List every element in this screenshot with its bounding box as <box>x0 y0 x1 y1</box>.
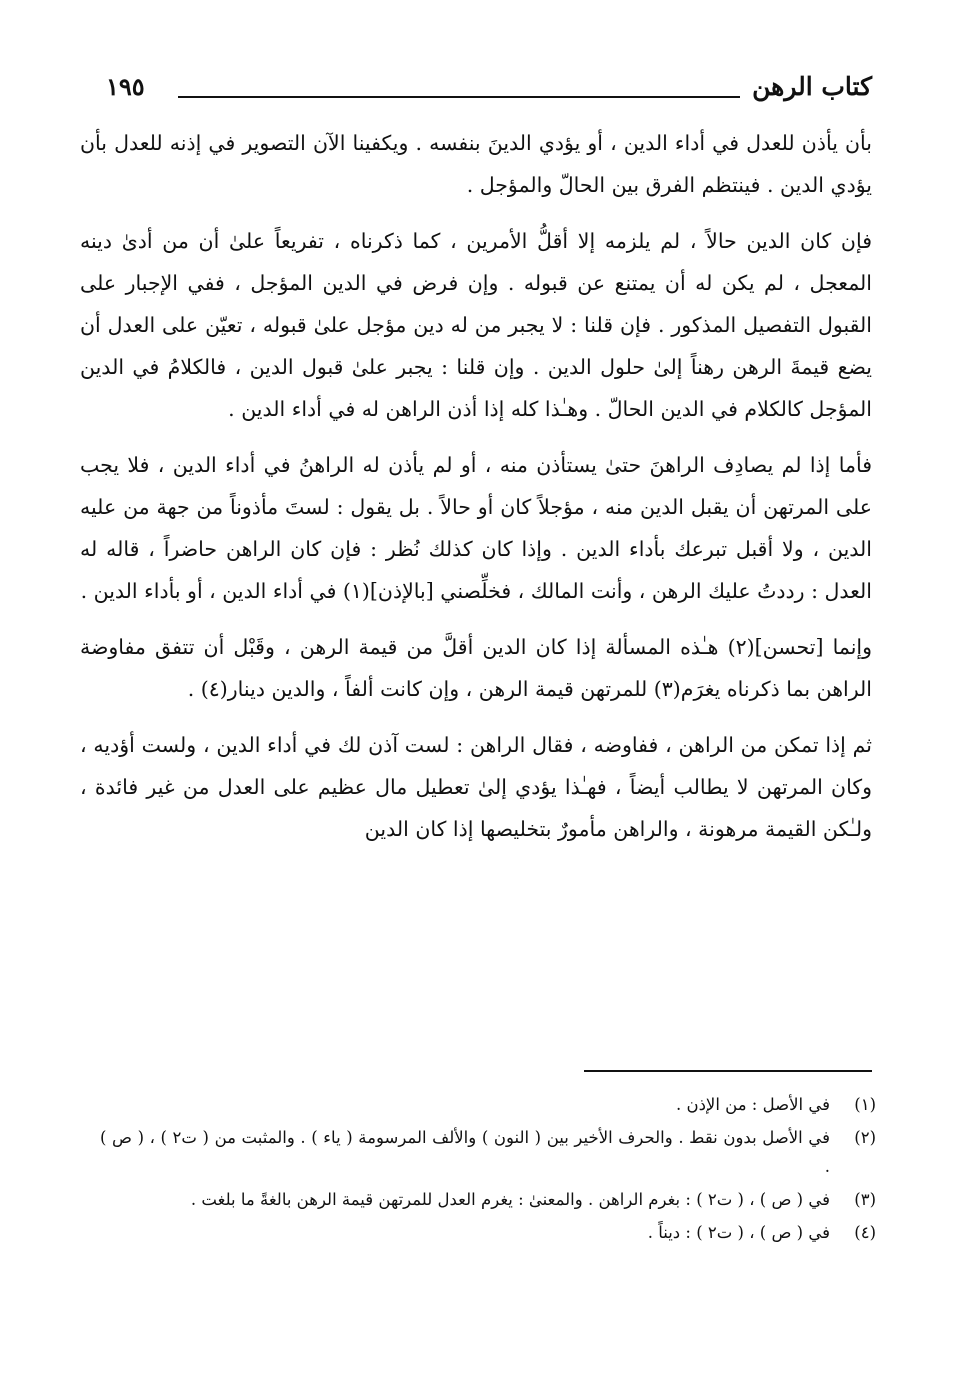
page-number: ١٩٥ <box>106 72 145 101</box>
paragraph: بأن يأذن للعدل في أداء الدين ، أو يؤدي الدينَ بنفسه . ويكفينا الآن التصوير في إذنه للعدل بأن يؤدي الدين . فينتظم الفرق بين الحالّ والمؤجل . <box>80 131 872 197</box>
footnote-separator <box>584 1070 872 1072</box>
paragraph: ثم إذا تمكن من الراهن ، ففاوضه ، فقال الراهن : لست آذن لك في أداء الدين ، ولست أؤديه ، وكان المرتهن لا يطالب أيضاً ، فهـٰذا يؤدي إلىٰ تعطيل مال عظيم على العدل من غير فائدة ، ولـٰكن القيمة مرهونة ، والراهن مأمورٌ بتخليصها إذا كان الدين <box>80 733 872 841</box>
header-rule <box>178 96 740 98</box>
footnote-text: في ( ص ) ، ( ت٢ ) : ديناً . <box>647 1223 830 1242</box>
page-header <box>106 72 872 112</box>
footnote-text: في ( ص ) ، ( ت٢ ) : بغرم الراهن . والمعنىٰ : يغرم العدل للمرتهن قيمة الرهن بالغةً ما بلغت . <box>190 1190 830 1209</box>
paragraph: فأما إذا لم يصادِف الراهنَ حتىٰ يستأذن منه ، أو لم يأذن له الراهنُ في أداء الدين ، فلا يجب على المرتهن أن يقبل الدين منه ، مؤجلاً كان أو حالاً . بل يقول : لستَ مأذوناً من جهة من عليه الدين ، ولا أقبل تبرعك بأداء الدين . وإذا كان كذلك نُظر : فإن كان الراهن حاضراً ، قاله له العدل : رددتُ عليك الرهن ، وأنت المالك ، فخلِّصني [بالإذن](١) في أداء الدين ، أو بأداء الدين . <box>80 453 872 603</box>
footnote-number: (٤) <box>854 1223 876 1242</box>
footnotes <box>100 1090 876 1251</box>
footnote-item <box>100 1123 876 1181</box>
footnote-number: (١) <box>854 1095 876 1114</box>
main-text <box>80 122 872 864</box>
paragraph: وإنما [تحسن](٢) هـٰذه المسألة إذا كان الدين أقلَّ من قيمة الرهن ، وقَبْل أن تتفق مفاوضة الراهن بما ذكرناه يغرَم(٣) للمرتهن قيمة الرهن ، وإن كانت ألفاً ، والدين دينار(٤) . <box>80 635 872 701</box>
footnote-item <box>100 1090 876 1119</box>
footnote-item <box>100 1218 876 1247</box>
paragraph: فإن كان الدين حالاً ، لم يلزمه إلا أقلُّ الأمرين ، كما ذكرناه ، تفريعاً علىٰ أن من أدىٰ دينه المعجل ، لم يكن له أن يمتنع عن قبوله . وإن فرض في الدين المؤجل ، ففي الإجبار على القبول التفصيل المذكور . فإن قلنا : لا يجبر من له دين مؤجل علىٰ قبوله ، تعيّن على العدل أن يضع قيمةَ الرهن رهناً إلىٰ حلول الدين . وإن قلنا : يجبر علىٰ قبول الدين ، فالكلامُ في الدين المؤجل كالكلام في الدين الحالّ . وهـٰذا كله إذا أذن الراهن له في أداء الدين . <box>80 229 872 421</box>
book-title: كتاب الرهن <box>752 72 872 101</box>
footnote-number: (٣) <box>854 1190 876 1209</box>
footnote-item <box>100 1185 876 1214</box>
footnote-text: في الأصل بدون نقط . والحرف الأخير بين ( النون ) والألف المرسومة ( ياء ) . والمثبت من ( ت٢ ) ، ( ص ) . <box>100 1128 831 1176</box>
footnote-number: (٢) <box>854 1128 876 1147</box>
footnote-text: في الأصل : من الإذن . <box>675 1095 830 1114</box>
